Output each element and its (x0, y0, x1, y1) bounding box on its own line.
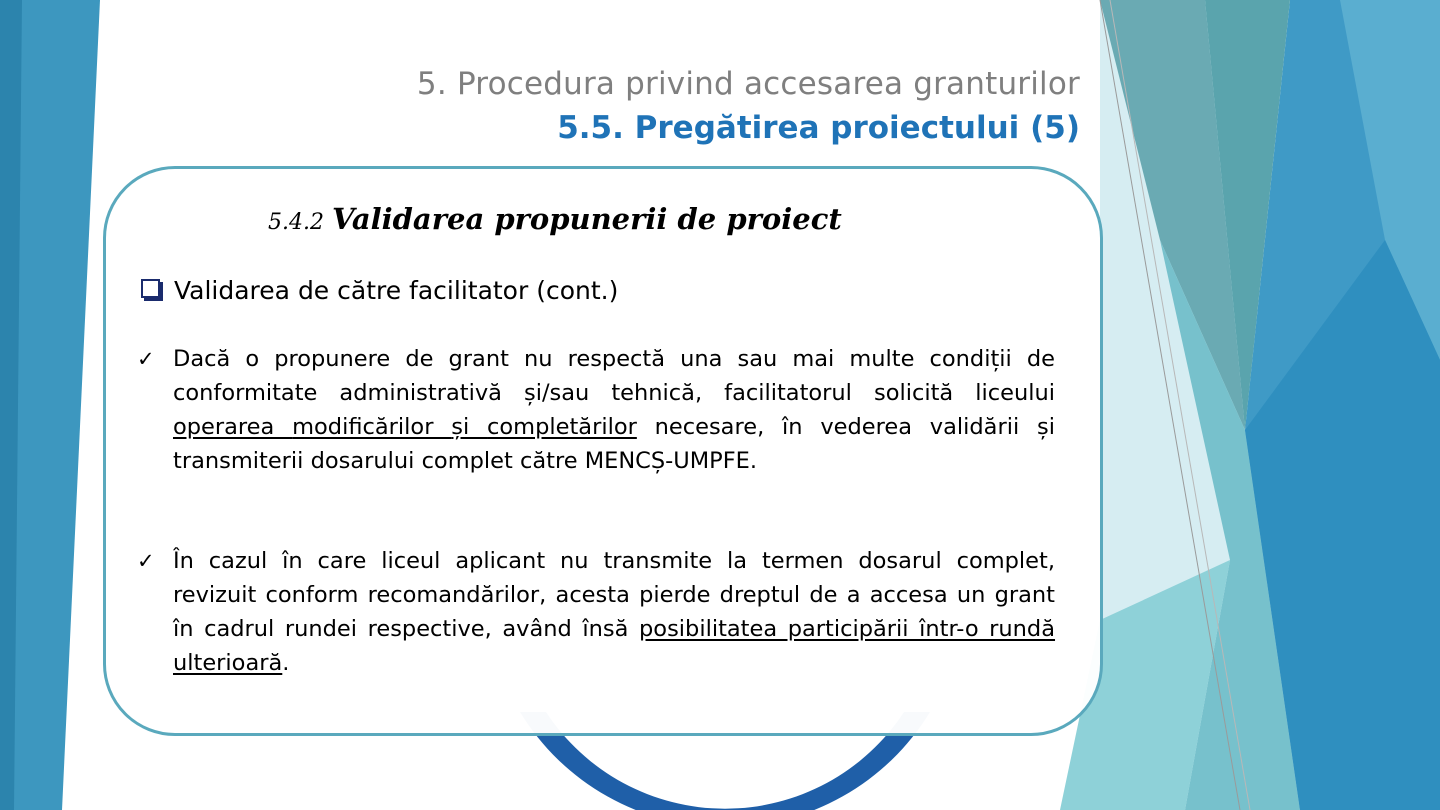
underlined-text: modificărilor (292, 414, 452, 440)
sub-heading-text: Validarea de către facilitator (cont.) (174, 276, 619, 305)
svg-text:MAN: MAN (637, 754, 743, 800)
text-run: necesare, în vederea validării și transmiterii dosarului complet către MENCȘ-UMPFE. (173, 414, 1055, 474)
checkmark-icon: ✓ (137, 549, 155, 573)
slide-subtitle: 5.5. Pregătirea proiectului (5) (557, 110, 1080, 146)
text-run: Dacă o propunere de grant nu respectă una sau mai multe condiții de conformitate administrativă și/sau tehnică, facilitatorul solicită liceului (173, 346, 1055, 406)
section-title: Validarea propunerii de proiect (331, 202, 842, 236)
section-number: 5.4.2 (268, 210, 324, 235)
slide-title: 5. Procedura privind accesarea granturilor (416, 66, 1080, 102)
underlined-text: completărilor (487, 414, 637, 440)
bullet-paragraph-2 (137, 544, 1056, 680)
underlined-text: posibilitatea participării într-o rundă ulterioară (173, 616, 1056, 676)
underlined-text: și (451, 414, 488, 440)
text-run: În cazul în care liceul aplicant nu transmite la termen dosarul complet, revizuit conform recomandărilor, acesta pierde dreptul de a accesa un grant în cadrul rundei respective, având însă (173, 548, 1055, 642)
sub-heading (141, 276, 618, 305)
section-heading (268, 202, 842, 236)
text-run: . (282, 650, 290, 676)
square-bullet-icon (141, 279, 160, 298)
underlined-text: operarea (173, 414, 293, 440)
bullet-paragraph-1 (137, 342, 1055, 478)
checkmark-icon: ✓ (137, 347, 155, 371)
